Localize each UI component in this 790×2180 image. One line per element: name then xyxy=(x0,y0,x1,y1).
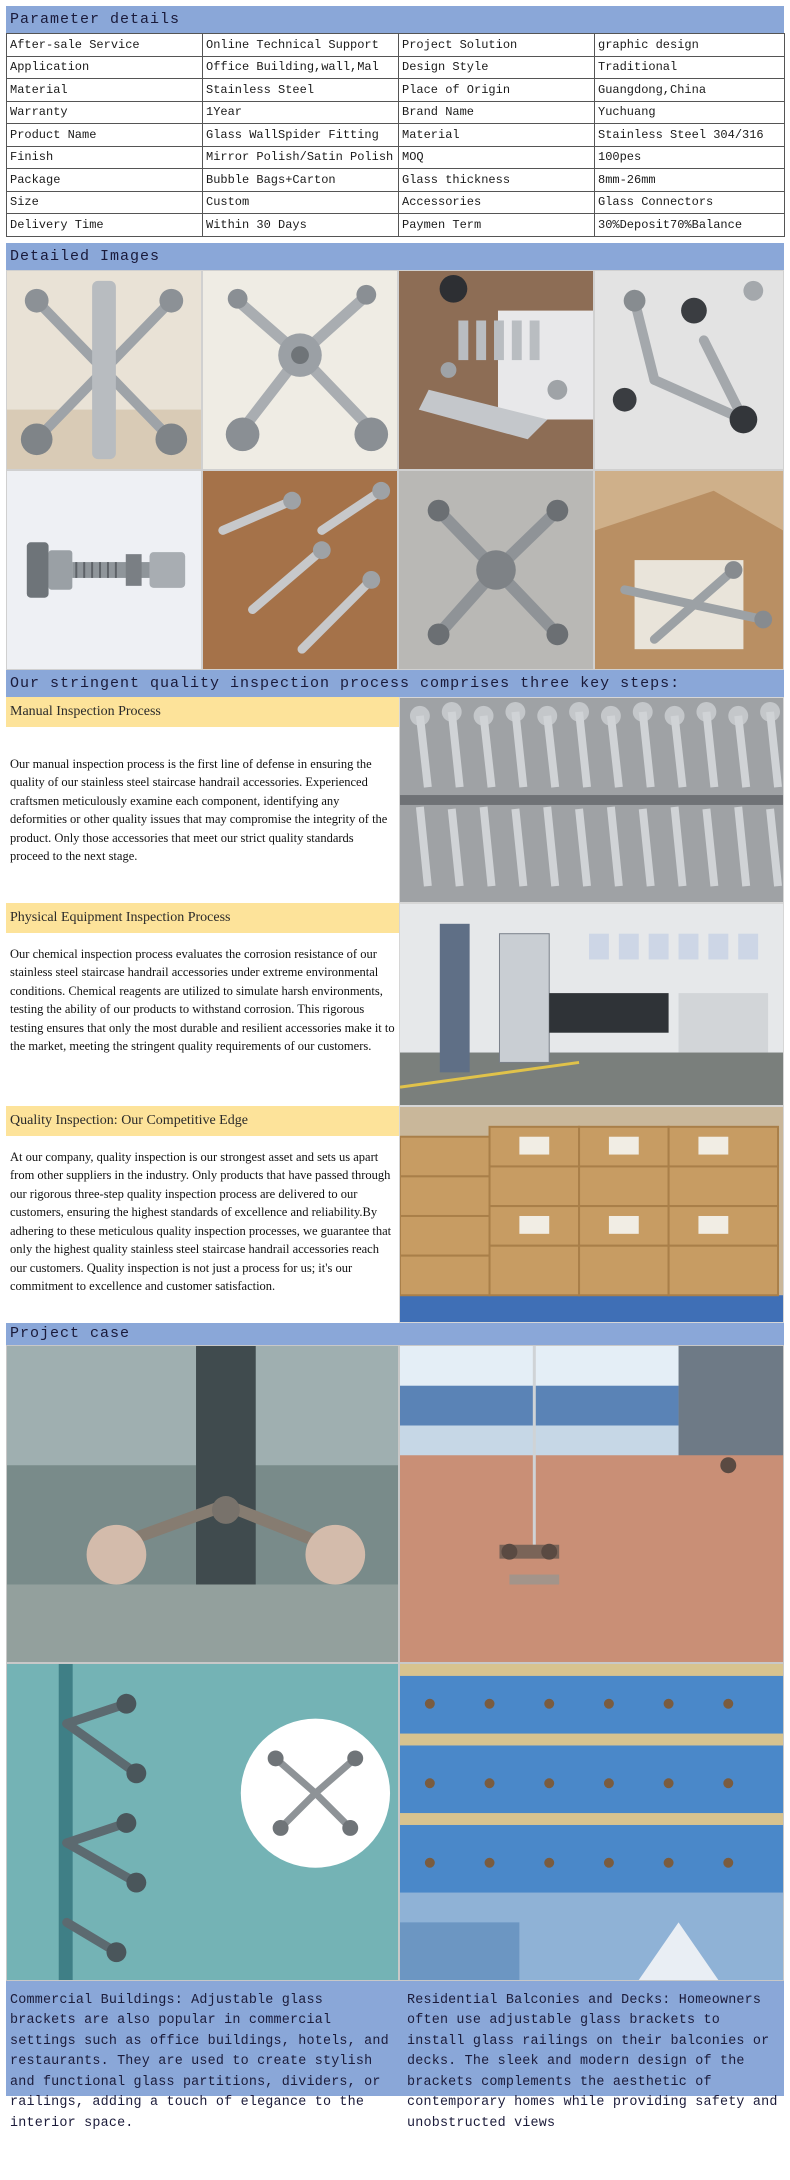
parameter-value: Custom xyxy=(203,191,399,214)
parameter-value: Stainless Steel 304/316 xyxy=(595,124,785,147)
parameter-value: Glass WallSpider Fitting xyxy=(203,124,399,147)
parameter-row xyxy=(7,169,785,192)
parameter-value: Online Technical Support xyxy=(203,34,399,57)
parameter-label: Brand Name xyxy=(399,101,595,124)
parameter-row xyxy=(7,214,785,237)
parameter-label: After-sale Service xyxy=(7,34,203,57)
parameter-value: 8mm-26mm xyxy=(595,169,785,192)
parameter-value: Yuchuang xyxy=(595,101,785,124)
parameter-label: Place of Origin xyxy=(399,79,595,102)
application-descriptions xyxy=(6,1981,784,2131)
inspection-step-physical xyxy=(6,903,784,1106)
parameter-label: Warranty xyxy=(7,101,203,124)
step-heading-physical: Physical Equipment Inspection Process xyxy=(6,903,399,933)
parameter-value: graphic design xyxy=(595,34,785,57)
step-text-competitive-edge: At our company, quality inspection is our strongest asset and sets us apart from other suppliers in the industry. Only products that have passed through our rigorous three-step quality inspection process are delivered to our customers, ensuring the highest standards of excellence and reliability.By adhering to these meticulous quality inspection processes, we guarantee that only the highest quality stainless steel staircase handrail accessories reach our customers. Quality inspection is not just a process for us; it's our commitment to excellence and customer satisfaction. xyxy=(10,1149,392,1293)
project-photo-balcony-railing xyxy=(399,1345,784,1663)
step-text-physical: Our chemical inspection process evaluates the corrosion resistance of our stainless steel staircase handrail accessories under extreme environmental conditions. Chemical reagents are utilized to simulate harsh environments, testing the ability of our products to withstand corrosion. This rigorous testing ensures that only the most durable and resilient accessories make it to the market, meeting the stringent quality requirements of our customers. xyxy=(10,946,395,1053)
parameter-label: Product Name xyxy=(7,124,203,147)
parameter-row xyxy=(7,79,785,102)
inspection-step-manual xyxy=(6,697,784,903)
product-detail-page xyxy=(6,6,784,2131)
step-heading-competitive-edge: Quality Inspection: Our Competitive Edge xyxy=(6,1106,399,1136)
parameter-label: Finish xyxy=(7,146,203,169)
inspection-step-competitive-edge xyxy=(6,1106,784,1323)
detail-image-grid xyxy=(6,270,784,670)
stacked-cartons-photo xyxy=(399,1106,784,1323)
glass-connector-bolt-photo xyxy=(6,470,202,670)
parameter-label: Material xyxy=(399,124,595,147)
parameter-row xyxy=(7,101,785,124)
parameter-label: Design Style xyxy=(399,56,595,79)
parameter-value: Stainless Steel xyxy=(203,79,399,102)
step-heading-manual: Manual Inspection Process xyxy=(6,697,399,727)
parameter-value: 30%Deposit70%Balance xyxy=(595,214,785,237)
parameter-value: Bubble Bags+Carton xyxy=(203,169,399,192)
section-title-quality-inspection: Our stringent quality inspection process comprises three key steps: xyxy=(6,670,784,697)
project-photo-spider-glazing xyxy=(6,1663,399,1981)
parameter-label: Application xyxy=(7,56,203,79)
application-residential-balconies: Residential Balconies and Decks: Homeowners often use adjustable glass brackets to install glass railings on their balconies or decks. The sleek and modern design of the brackets complements the aesthetic of contemporary homes while providing safety and unobstructed views xyxy=(407,1992,778,2131)
parameter-row xyxy=(7,146,785,169)
parameter-row xyxy=(7,124,785,147)
parameter-row xyxy=(7,34,785,57)
section-title-project-case: Project case xyxy=(6,1323,784,1345)
parameter-label: Accessories xyxy=(399,191,595,214)
parameter-label: Paymen Term xyxy=(399,214,595,237)
parameter-label: Material xyxy=(7,79,203,102)
parameter-value: Glass Connectors xyxy=(595,191,785,214)
spider-arms-bubble-wrap-photo xyxy=(202,470,398,670)
parameter-label: Delivery Time xyxy=(7,214,203,237)
parameter-label: Project Solution xyxy=(399,34,595,57)
parameter-row xyxy=(7,191,785,214)
spider-fitting-photo-1 xyxy=(6,270,202,470)
spider-fitting-wrap-photo xyxy=(398,470,594,670)
spider-arm-photo-1 xyxy=(594,270,784,470)
step-text-manual: Our manual inspection process is the first line of defense in ensuring the quality of our stainless steel staircase handrail accessories. Experienced craftsmen meticulously examine each component, identifying any deformities or other quality issues that may compromise the integrity of the product. Only those accessories that meet our strict quality standards proceed to the next stage. xyxy=(10,756,388,863)
project-photo-glass-canopy xyxy=(399,1663,784,1981)
application-commercial-buildings: Commercial Buildings: Adjustable glass brackets are also popular in commercial settings such as office buildings, hotels, and restaurants. They are used to create stylish and functional glass partitions, dividers, or railings, adding a touch of elegance to the interior space. xyxy=(10,1992,389,2131)
parameter-label: Glass thickness xyxy=(399,169,595,192)
section-title-parameter-details: Parameter details xyxy=(6,6,784,33)
parameter-label: MOQ xyxy=(399,146,595,169)
lab-equipment-photo xyxy=(399,903,784,1106)
parameter-table xyxy=(6,33,785,237)
parameter-value: Within 30 Days xyxy=(203,214,399,237)
parameter-label: Package xyxy=(7,169,203,192)
parameter-row xyxy=(7,56,785,79)
spider-fitting-photo-2 xyxy=(202,270,398,470)
fittings-parts-photo xyxy=(398,270,594,470)
parameter-value: 100pes xyxy=(595,146,785,169)
parameter-value: Office Building,wall,Mal xyxy=(203,56,399,79)
parameter-value: 1Year xyxy=(203,101,399,124)
parameter-value: Mirror Polish/Satin Polish xyxy=(203,146,399,169)
section-title-detailed-images: Detailed Images xyxy=(6,243,784,270)
project-photo-glass-wall xyxy=(6,1345,399,1663)
parameter-value: Traditional xyxy=(595,56,785,79)
project-case-grid xyxy=(6,1345,784,1981)
carton-packing-photo xyxy=(594,470,784,670)
parameter-value: Guangdong,China xyxy=(595,79,785,102)
manual-inspection-photo xyxy=(399,697,784,903)
parameter-label: Size xyxy=(7,191,203,214)
